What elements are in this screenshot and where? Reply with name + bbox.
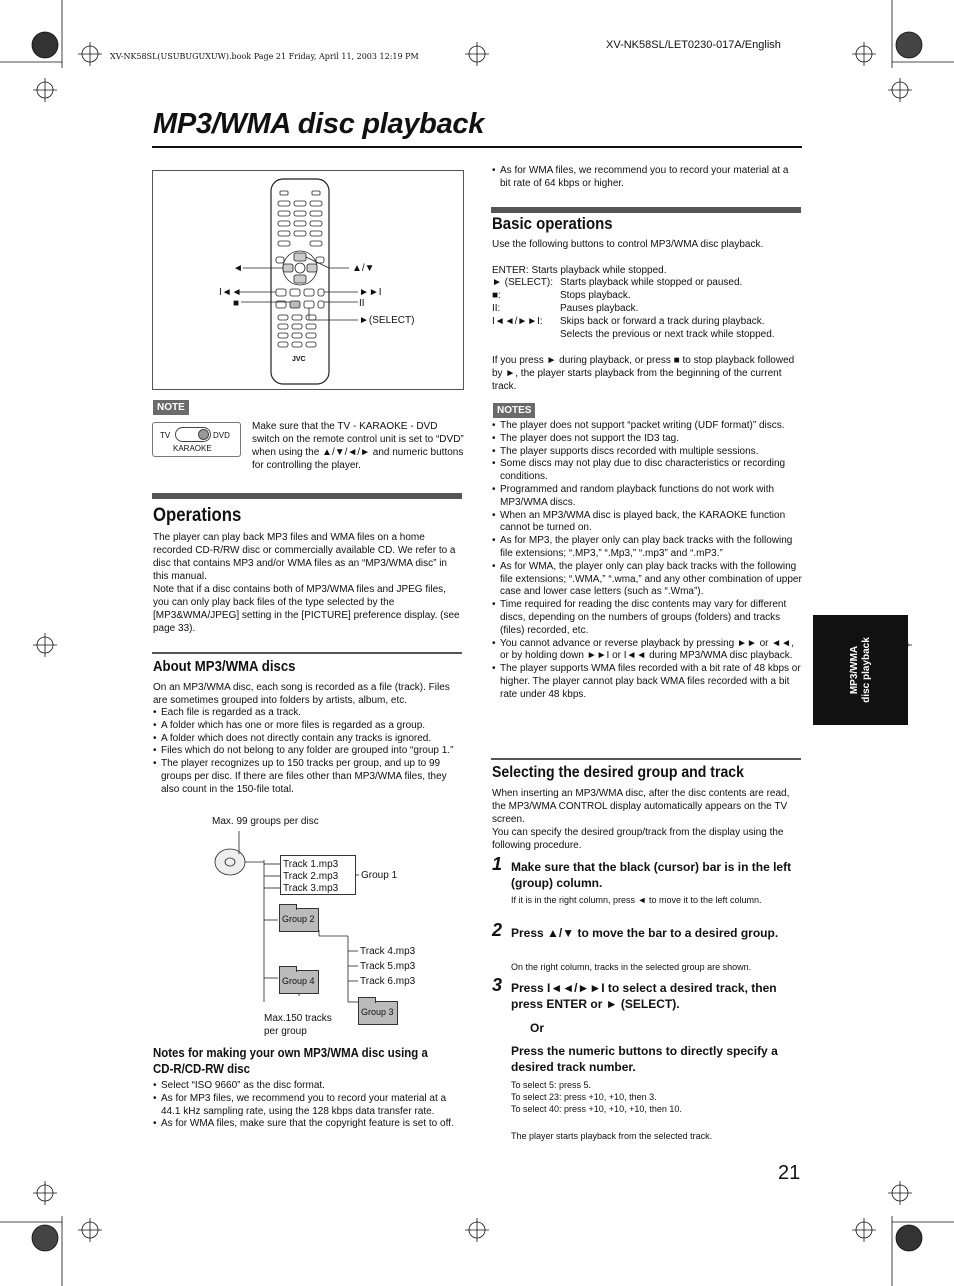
list-item: • As for WMA, the player only can play back tracks with the following file extensions; “.WMA,” “.wma,” and any other combination of upper case and lower case letters (such as “.Wma”). (492, 561, 804, 599)
list-item: • The player supports WMA files recorded with a bit rate of 48 kbps or higher. The player cannot play back WMA files recorded with a bit rate under 48 kbps. (492, 663, 804, 701)
remote-diagram (152, 170, 464, 390)
operations-para1: The player can play back MP3 files and WMA files on a home recorded CD-R/RW disc or commercially available CD. We refer to a disc that contains MP3 and/or WMA files as an “MP3/WMA disc” in this manual. (153, 532, 456, 582)
example-3: To select 40: press +10, +10, +10, then 10. (511, 1104, 682, 1114)
page-number: 21 (778, 1162, 801, 1184)
about-bullets (153, 707, 461, 797)
list-item: • A folder which has one or more files is regarded as a group. (153, 720, 461, 733)
track-5: Track 5.mp3 (360, 961, 416, 972)
step-3-text: Press I◄◄/►►I to select a desired track, then press ENTER or ► (SELECT). (511, 981, 777, 1011)
list-item: • Each file is regarded as a track. (153, 707, 461, 720)
switch-illustration (152, 422, 241, 457)
selecting-rule (491, 758, 801, 760)
step-3b-text: Press the numeric buttons to directly specify a desired track number. (511, 1044, 778, 1074)
step-1-number: 1 (492, 854, 503, 874)
step-1-text: Make sure that the black (cursor) bar is in the left (group) column. (511, 860, 792, 890)
closing-text: The player starts playback from the selected track. (511, 1131, 713, 1141)
list-item: • The player recognizes up to 150 tracks per group, and up to 99 groups per disc. If there are files other than MP3/WMA files, they also count in the 150-file total. (153, 758, 461, 796)
select-label: ►(SELECT) (359, 315, 415, 326)
list-item: • The player supports discs recorded with multiple sessions. (492, 446, 804, 459)
track-4: Track 4.mp3 (360, 946, 416, 957)
list-item: • As for WMA files, we recommend you to record your material at a bit rate of 64 kbps or higher. (492, 165, 800, 191)
note-badge: NOTE (153, 400, 189, 415)
group1-tracks-box (280, 855, 356, 895)
example-2: To select 23: press +10, +10, then 3. (511, 1092, 657, 1102)
step-3-or: Or (530, 1021, 545, 1035)
print-info: XV-NK58SL(USUBUGUXUW).book Page 21 Friday, April 11, 2003 12:19 PM (110, 52, 419, 61)
side-tab (813, 615, 908, 725)
list-item: Selects the previous or next track while stopped. (560, 329, 775, 340)
max-groups-label: Max. 99 groups per disc (212, 816, 319, 827)
track-6: Track 6.mp3 (360, 976, 416, 987)
pause-label: II (359, 298, 365, 309)
operations-rule (152, 493, 462, 499)
remote-control-illustration (153, 171, 465, 391)
group3-folder-icon (358, 1001, 398, 1025)
next-label: ►►I (359, 287, 382, 298)
group2-label: Group 2 (282, 914, 315, 924)
list-item: I◄◄/►►I: Skips back or forward a track during playback. (492, 316, 765, 327)
selecting-heading: Selecting the desired group and track (492, 764, 744, 781)
operations-heading: Operations (153, 505, 242, 526)
note-text: Make sure that the TV - KARAOKE - DVD switch on the remote control unit is set to “DVD” when using the ▲/▼/◄/► and numeric buttons for controlling the player. (252, 421, 464, 471)
list-item: • As for WMA files, make sure that the copyright feature is set to off. (153, 1118, 461, 1131)
page-title: MP3/WMA disc playback (153, 108, 485, 140)
about-rule (152, 652, 462, 654)
list-item: • Programmed and random playback functions do not work with MP3/WMA discs. (492, 484, 804, 510)
switch-karaoke-label: KARAOKE (173, 444, 212, 453)
list-item: ► (SELECT): Starts playback while stopped or paused. (492, 277, 743, 288)
operations-para2: Note that if a disc contains both of MP3/WMA files and JPEG files, you can only play back files of the type selected by the [MP3&WMA/JPEG] setting in the [PICTURE] preference display. (see page 33). (153, 584, 460, 634)
group3-label: Group 3 (361, 1007, 394, 1017)
list-item: • As for MP3 files, we recommend you to record your material at a 44.1 kHz sampling rate, using the 128 kbps data transfer rate. (153, 1093, 461, 1119)
list-item: • Files which do not belong to any folder are grouped into “group 1.” (153, 745, 461, 758)
making-heading: Notes for making your own MP3/WMA disc using a CD-R/CD-RW disc (153, 1045, 428, 1076)
up-down-label: ▲/▼ (352, 263, 375, 274)
track-3: Track 3.mp3 (283, 883, 339, 894)
selecting-intro: When inserting an MP3/WMA disc, after the disc contents are read, the MP3/WMA CONTROL display automatically appears on the TV screen. You can specify the desired group/track from the display using the following procedure. (492, 788, 790, 851)
switch-tv-label: TV (160, 431, 171, 440)
basic-enter-line: ENTER: Starts playback while stopped. (492, 265, 667, 276)
notes-badge: NOTES (493, 403, 535, 418)
left-arrow-label: ◄ (233, 263, 243, 274)
list-item: • Some discs may not play due to disc characteristics or recording conditions. (492, 458, 804, 484)
model-code: XV-NK58SL/LET0230-017A/English (606, 39, 781, 51)
step-1-note: If it is in the right column, press ◄ to move it to the left column. (511, 895, 762, 905)
basic-heading: Basic operations (492, 214, 613, 233)
switch-slot-icon (175, 427, 211, 442)
list-item: • Time required for reading the disc contents may vary for different discs, depending on the numbers of groups (folders) and tracks (files) recorded, etc. (492, 599, 804, 637)
group4-label: Group 4 (282, 976, 315, 986)
prev-label: I◄◄ (219, 287, 242, 298)
list-item: • The player does not support the ID3 tag. (492, 433, 804, 446)
track-1: Track 1.mp3 (283, 859, 339, 870)
about-heading: About MP3/WMA discs (153, 658, 296, 675)
list-item: • You cannot advance or reverse playback by pressing ►► or ◄◄, or by holding down ►►I or I◄◄ during MP3/WMA disc playback. (492, 638, 804, 664)
step-2-note: On the right column, tracks in the selected group are shown. (511, 962, 752, 972)
wma-bitrate-bullet (492, 165, 800, 191)
basic-para: If you press ► during playback, or press ■ to stop playback followed by ►, the player starts playback from the beginning of the current track. (492, 355, 795, 392)
group2-folder-icon (279, 908, 319, 932)
list-item: ■: Stops playback. (492, 290, 631, 301)
list-item: • When an MP3/WMA disc is played back, the KARAOKE function cannot be turned on. (492, 510, 804, 536)
about-intro: On an MP3/WMA disc, each song is recorded as a file (track). Files are sometimes grouped into folders by artists, album, etc. (153, 682, 450, 706)
list-item: II: Pauses playback. (492, 303, 639, 314)
side-tab-label: MP3/WMA disc playback (848, 637, 872, 703)
stop-label: ■ (233, 298, 240, 309)
basic-intro: Use the following buttons to control MP3/WMA disc playback. (492, 239, 764, 250)
step-3-number: 3 (492, 975, 503, 995)
brand-logo: JVC (292, 356, 306, 363)
step-2-text: Press ▲/▼ to move the bar to a desired group. (511, 926, 779, 940)
list-item: • A folder which does not directly contain any tracks is ignored. (153, 733, 461, 746)
switch-dvd-label: DVD (213, 431, 230, 440)
notes-bullets (492, 420, 804, 702)
folder-tree-diagram (152, 812, 462, 1042)
max-tracks-label: Max.150 tracks per group (264, 1013, 332, 1037)
making-bullets (153, 1080, 461, 1131)
group4-folder-icon (279, 970, 319, 994)
group1-label: Group 1 (361, 870, 398, 881)
list-item: • The player does not support “packet writing (UDF format)” discs. (492, 420, 804, 433)
step-2-number: 2 (492, 920, 503, 940)
track-2: Track 2.mp3 (283, 871, 339, 882)
title-rule (152, 146, 802, 148)
example-1: To select 5: press 5. (511, 1080, 592, 1090)
list-item: • Select “ISO 9660” as the disc format. (153, 1080, 461, 1093)
list-item: • As for MP3, the player only can play back tracks with the following file extensions; “.MP3,” “.Mp3,” “.mp3” and “.mP3.” (492, 535, 804, 561)
basic-ops-list (492, 276, 802, 341)
